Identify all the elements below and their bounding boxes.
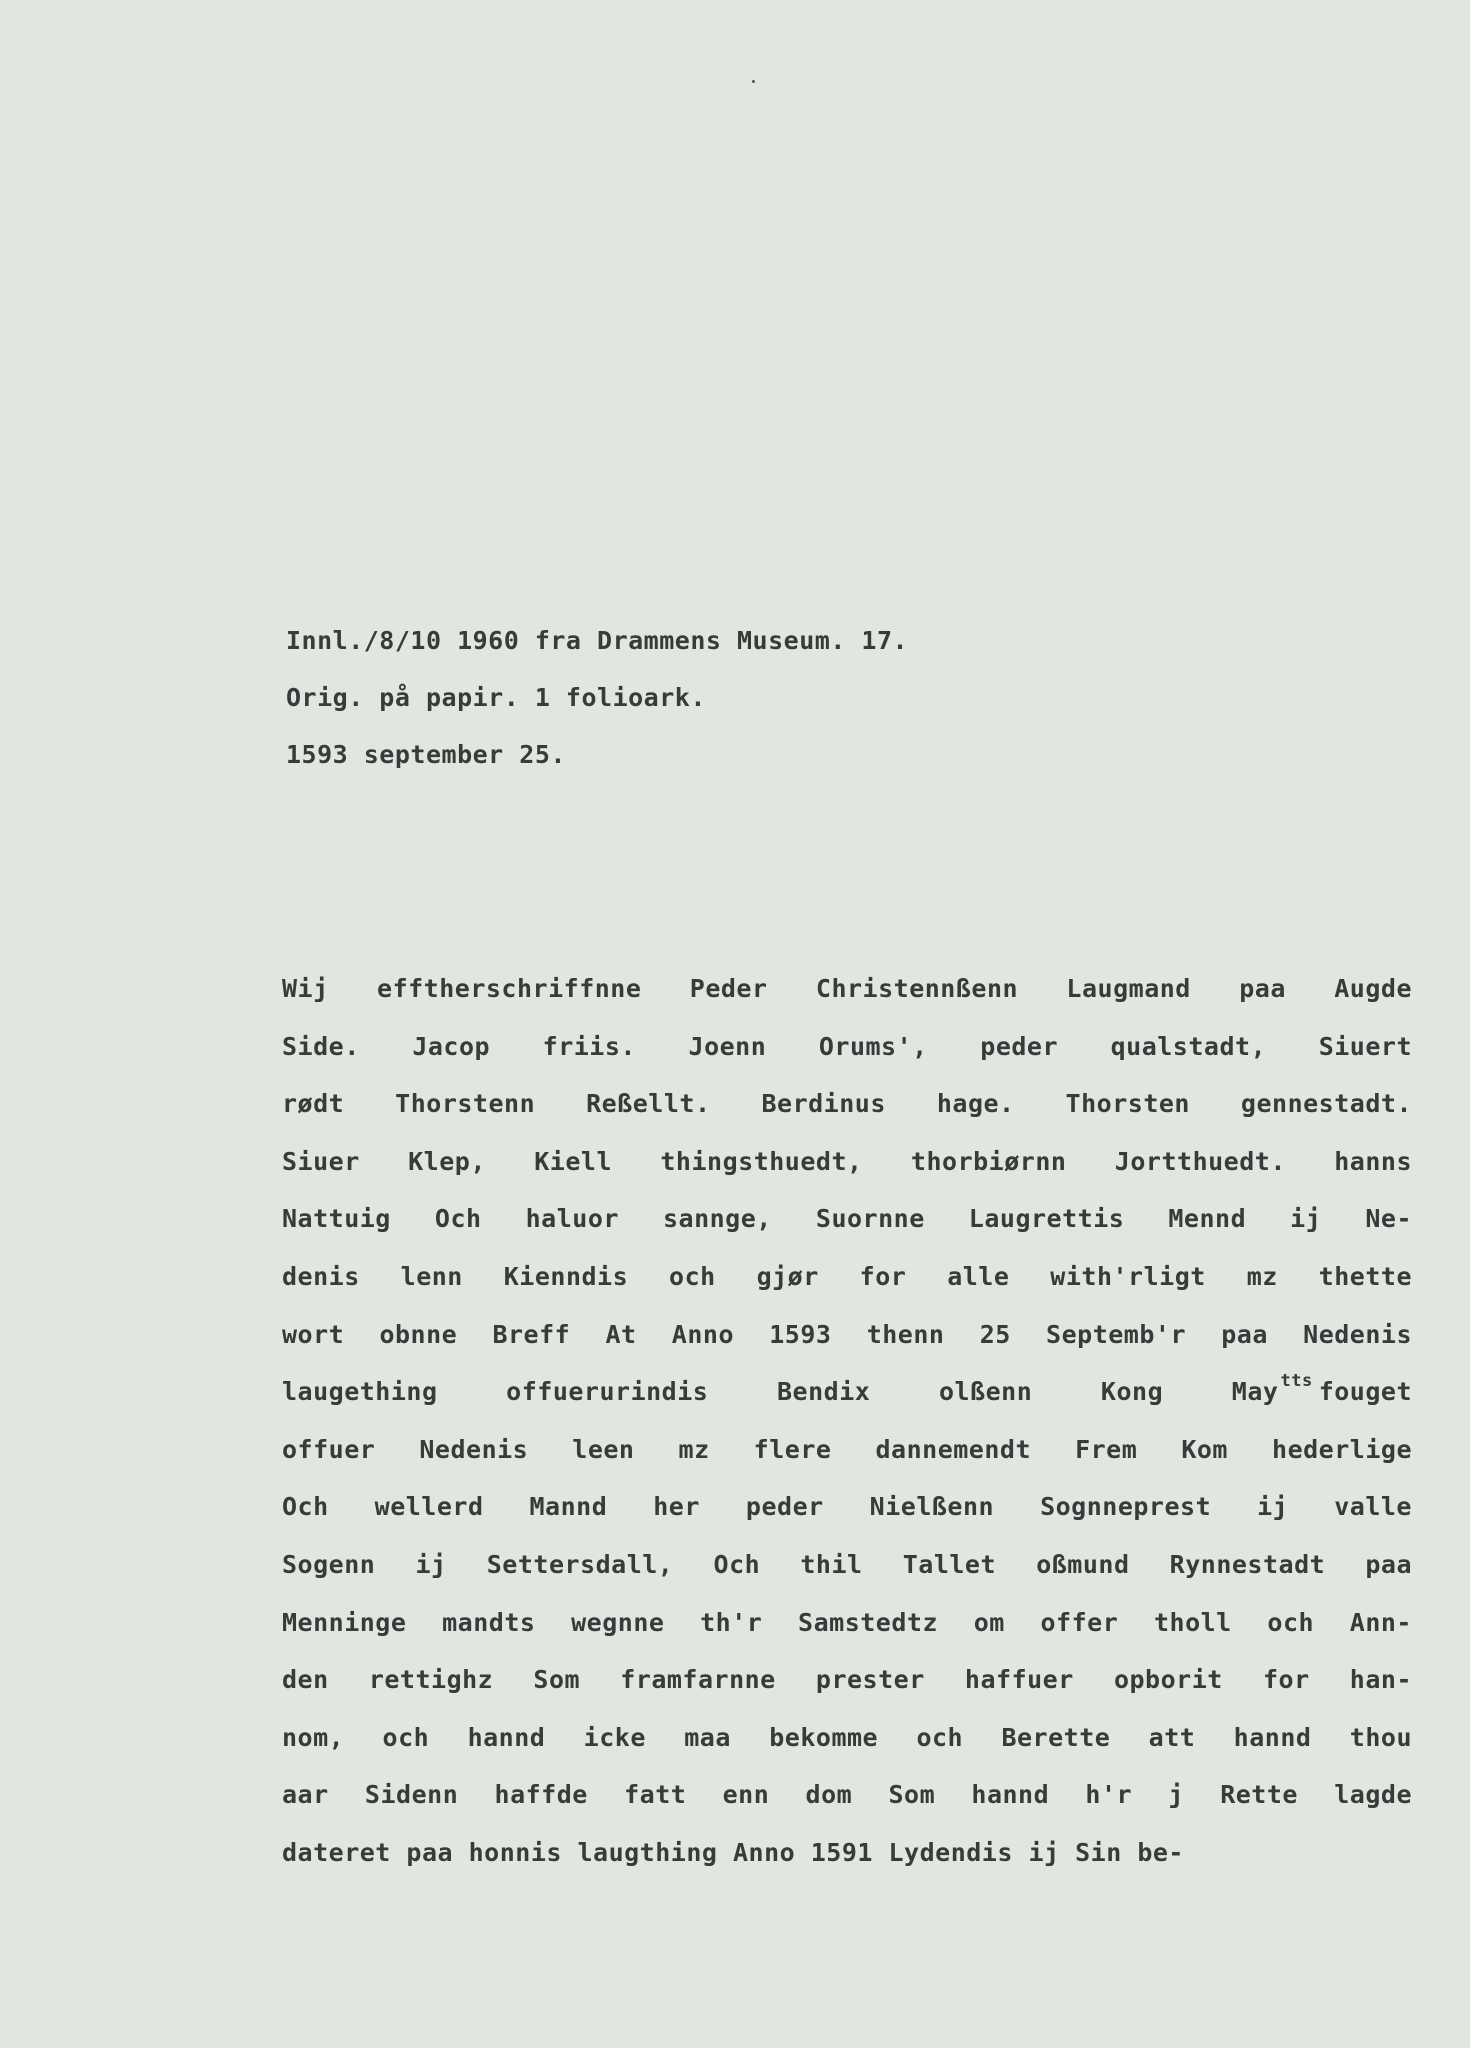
body-line: den rettighz Som framfarnne prester haffuer opborit for han-: [282, 1665, 1412, 1695]
body-line: denis lenn Kienndis och gjør for alle with'rligt mz thette: [282, 1261, 1412, 1291]
body-line: rødt Thorstenn Reßellt. Berdinus hage. Thorsten gennestadt.: [282, 1089, 1412, 1119]
body-line: aar Sidenn haffde fatt enn dom Som hannd h'r j Rette lagde: [282, 1780, 1412, 1810]
header-line-date: 1593 september 25.: [286, 740, 566, 769]
body-line: Nattuig Och haluor sannge, Suornne Laugrettis Mennd ij Ne-: [282, 1204, 1412, 1234]
body-line: Wij efftherschriffnne Peder Christennßenn Laugmand paa Augde: [282, 974, 1412, 1003]
header-line-accession: Innl./8/10 1960 fra Drammens Museum. 17.: [286, 626, 909, 655]
superscript-abbreviation: tts: [1280, 1371, 1313, 1392]
body-line-text: laugething offuerurindis Bendix olßenn Kong May: [282, 1377, 1279, 1407]
body-line: offuer Nedenis leen mz flere dannemendt Frem Kom hederlige: [282, 1434, 1412, 1464]
archive-header: [286, 612, 1386, 783]
body-line-with-superscript: [282, 1363, 1412, 1421]
body-line-tail: fouget: [1318, 1377, 1412, 1407]
body-line: Menninge mandts wegnne th'r Samstedtz om offer tholl och Ann-: [282, 1607, 1412, 1637]
paper-speck: [752, 80, 755, 83]
body-line: Sogenn ij Settersdall, Och thil Tallet oßmund Rynnestadt paa: [282, 1549, 1412, 1579]
body-line: wort obnne Breff At Anno 1593 thenn 25 Septemb'r paa Nedenis: [282, 1319, 1412, 1349]
transcription-body: [282, 960, 1412, 1882]
body-line: nom, och hannd icke maa bekomme och Berette att hannd thou: [282, 1722, 1412, 1752]
body-line: Side. Jacop friis. Joenn Orums', peder qualstadt, Siuert: [282, 1031, 1412, 1061]
body-line: Och wellerd Mannd her peder Nielßenn Sognneprest ij valle: [282, 1492, 1412, 1522]
body-line: Siuer Klep, Kiell thingsthuedt, thorbiørnn Jortthuedt. hanns: [282, 1146, 1412, 1176]
header-line-original: Orig. på papir. 1 folioark.: [286, 683, 706, 712]
body-line: dateret paa honnis laugthing Anno 1591 Lydendis ij Sin be-: [282, 1837, 1184, 1867]
